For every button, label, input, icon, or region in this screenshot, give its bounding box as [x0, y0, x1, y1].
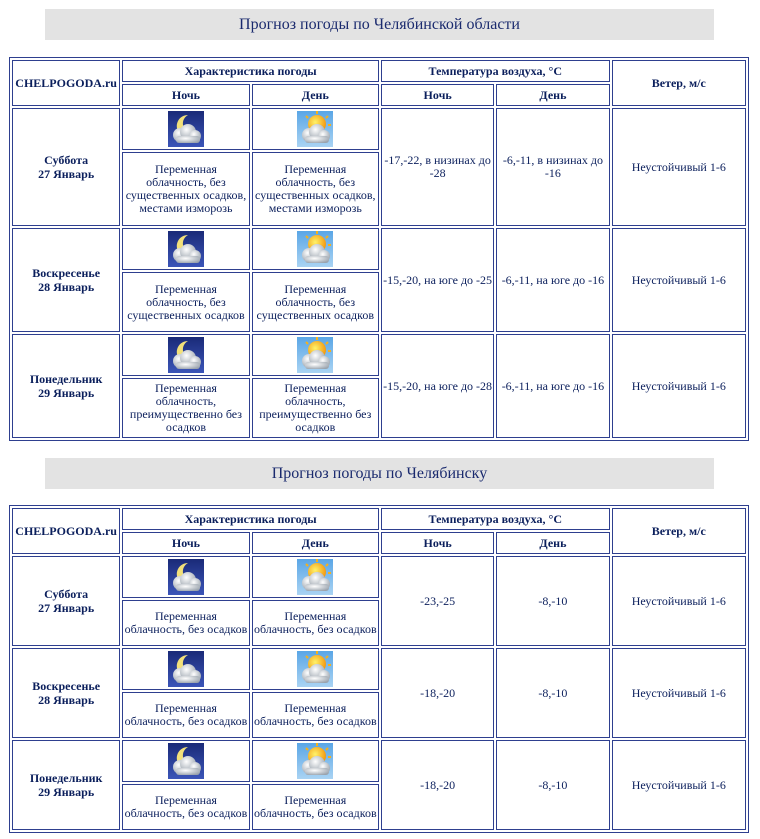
date: 29 Январь — [38, 785, 95, 799]
day-temp: -8,-10 — [496, 740, 609, 830]
day-cell — [12, 334, 120, 438]
sun-cloud-icon — [297, 743, 333, 779]
header-wind: Ветер, м/с — [612, 60, 746, 106]
header-char-day: День — [252, 532, 379, 554]
moon-cloud-icon — [168, 743, 204, 779]
header-wind: Ветер, м/с — [612, 508, 746, 554]
night-temp: -15,-20, на юге до -28 — [381, 334, 494, 438]
night-desc: Переменная облачность, без осадков — [122, 692, 249, 738]
moon-cloud-icon — [168, 111, 204, 147]
wind: Неустойчивый 1-6 — [612, 108, 746, 226]
header-characteristics: Характеристика погоды — [122, 60, 379, 82]
night-desc: Переменная облачность, без существенных осадков, местами изморозь — [122, 152, 249, 226]
night-icon-cell — [122, 334, 249, 376]
wind: Неустойчивый 1-6 — [612, 740, 746, 830]
sun-cloud-icon — [297, 337, 333, 373]
weekday: Воскресенье — [32, 266, 101, 280]
day-temp: -8,-10 — [496, 556, 609, 646]
night-desc: Переменная облачность, без осадков — [122, 600, 249, 646]
sun-cloud-icon — [297, 111, 333, 147]
day-temp: -6,-11, на юге до -16 — [496, 228, 609, 332]
brand-cell: CHELPOGODA.ru — [12, 60, 120, 106]
night-temp: -23,-25 — [381, 556, 494, 646]
header-char-night: Ночь — [122, 84, 249, 106]
weekday: Суббота — [44, 587, 89, 601]
day-icon-cell — [252, 556, 379, 598]
moon-cloud-icon — [168, 559, 204, 595]
weekday: Суббота — [44, 153, 89, 167]
night-temp: -15,-20, на юге до -25 — [381, 228, 494, 332]
day-temp: -6,-11, на юге до -16 — [496, 334, 609, 438]
wind: Неустойчивый 1-6 — [612, 556, 746, 646]
moon-cloud-icon — [168, 231, 204, 267]
date: 28 Январь — [38, 693, 95, 707]
night-desc: Переменная облачность, преимущественно без осадков — [122, 378, 249, 438]
city-forecast-table — [9, 505, 749, 833]
header-temperature: Температура воздуха, °С — [381, 60, 610, 82]
region-forecast-title: Прогноз погоды по Челябинской области — [45, 9, 714, 40]
day-cell — [12, 228, 120, 332]
day-temp: -8,-10 — [496, 648, 609, 738]
sun-cloud-icon — [297, 231, 333, 267]
header-temp-day: День — [496, 84, 609, 106]
region-forecast-table — [9, 57, 749, 441]
day-temp: -6,-11, в низинах до -16 — [496, 108, 609, 226]
weekday: Воскресенье — [32, 679, 101, 693]
day-desc: Переменная облачность, без существенных осадков, местами изморозь — [252, 152, 379, 226]
weekday: Понедельник — [29, 372, 103, 386]
day-icon-cell — [252, 108, 379, 150]
sun-cloud-icon — [297, 559, 333, 595]
wind: Неустойчивый 1-6 — [612, 334, 746, 438]
day-desc: Переменная облачность, без осадков — [252, 600, 379, 646]
day-desc: Переменная облачность, без осадков — [252, 692, 379, 738]
night-icon-cell — [122, 648, 249, 690]
weekday: Понедельник — [29, 771, 103, 785]
header-temp-day: День — [496, 532, 609, 554]
brand-cell: CHELPOGODA.ru — [12, 508, 120, 554]
day-cell — [12, 556, 120, 646]
header-char-night: Ночь — [122, 532, 249, 554]
header-temp-night: Ночь — [381, 532, 494, 554]
day-icon-cell — [252, 648, 379, 690]
date: 28 Январь — [38, 280, 95, 294]
sun-cloud-icon — [297, 651, 333, 687]
day-cell — [12, 648, 120, 738]
wind: Неустойчивый 1-6 — [612, 648, 746, 738]
header-temp-night: Ночь — [381, 84, 494, 106]
day-icon-cell — [252, 334, 379, 376]
header-char-day: День — [252, 84, 379, 106]
night-icon-cell — [122, 228, 249, 270]
date: 29 Январь — [38, 386, 95, 400]
wind: Неустойчивый 1-6 — [612, 228, 746, 332]
day-desc: Переменная облачность, без осадков — [252, 784, 379, 830]
header-temperature: Температура воздуха, °С — [381, 508, 610, 530]
header-characteristics: Характеристика погоды — [122, 508, 379, 530]
day-icon-cell — [252, 740, 379, 782]
night-temp: -18,-20 — [381, 740, 494, 830]
night-icon-cell — [122, 740, 249, 782]
night-desc: Переменная облачность, без существенных осадков — [122, 272, 249, 332]
day-icon-cell — [252, 228, 379, 270]
day-cell — [12, 108, 120, 226]
date: 27 Январь — [38, 167, 95, 181]
moon-cloud-icon — [168, 337, 204, 373]
night-icon-cell — [122, 108, 249, 150]
night-icon-cell — [122, 556, 249, 598]
night-temp: -17,-22, в низинах до -28 — [381, 108, 494, 226]
day-cell — [12, 740, 120, 830]
city-forecast-title: Прогноз погоды по Челябинску — [45, 458, 714, 489]
night-desc: Переменная облачность, без осадков — [122, 784, 249, 830]
date: 27 Январь — [38, 601, 95, 615]
moon-cloud-icon — [168, 651, 204, 687]
night-temp: -18,-20 — [381, 648, 494, 738]
day-desc: Переменная облачность, без существенных осадков — [252, 272, 379, 332]
day-desc: Переменная облачность, преимущественно без осадков — [252, 378, 379, 438]
